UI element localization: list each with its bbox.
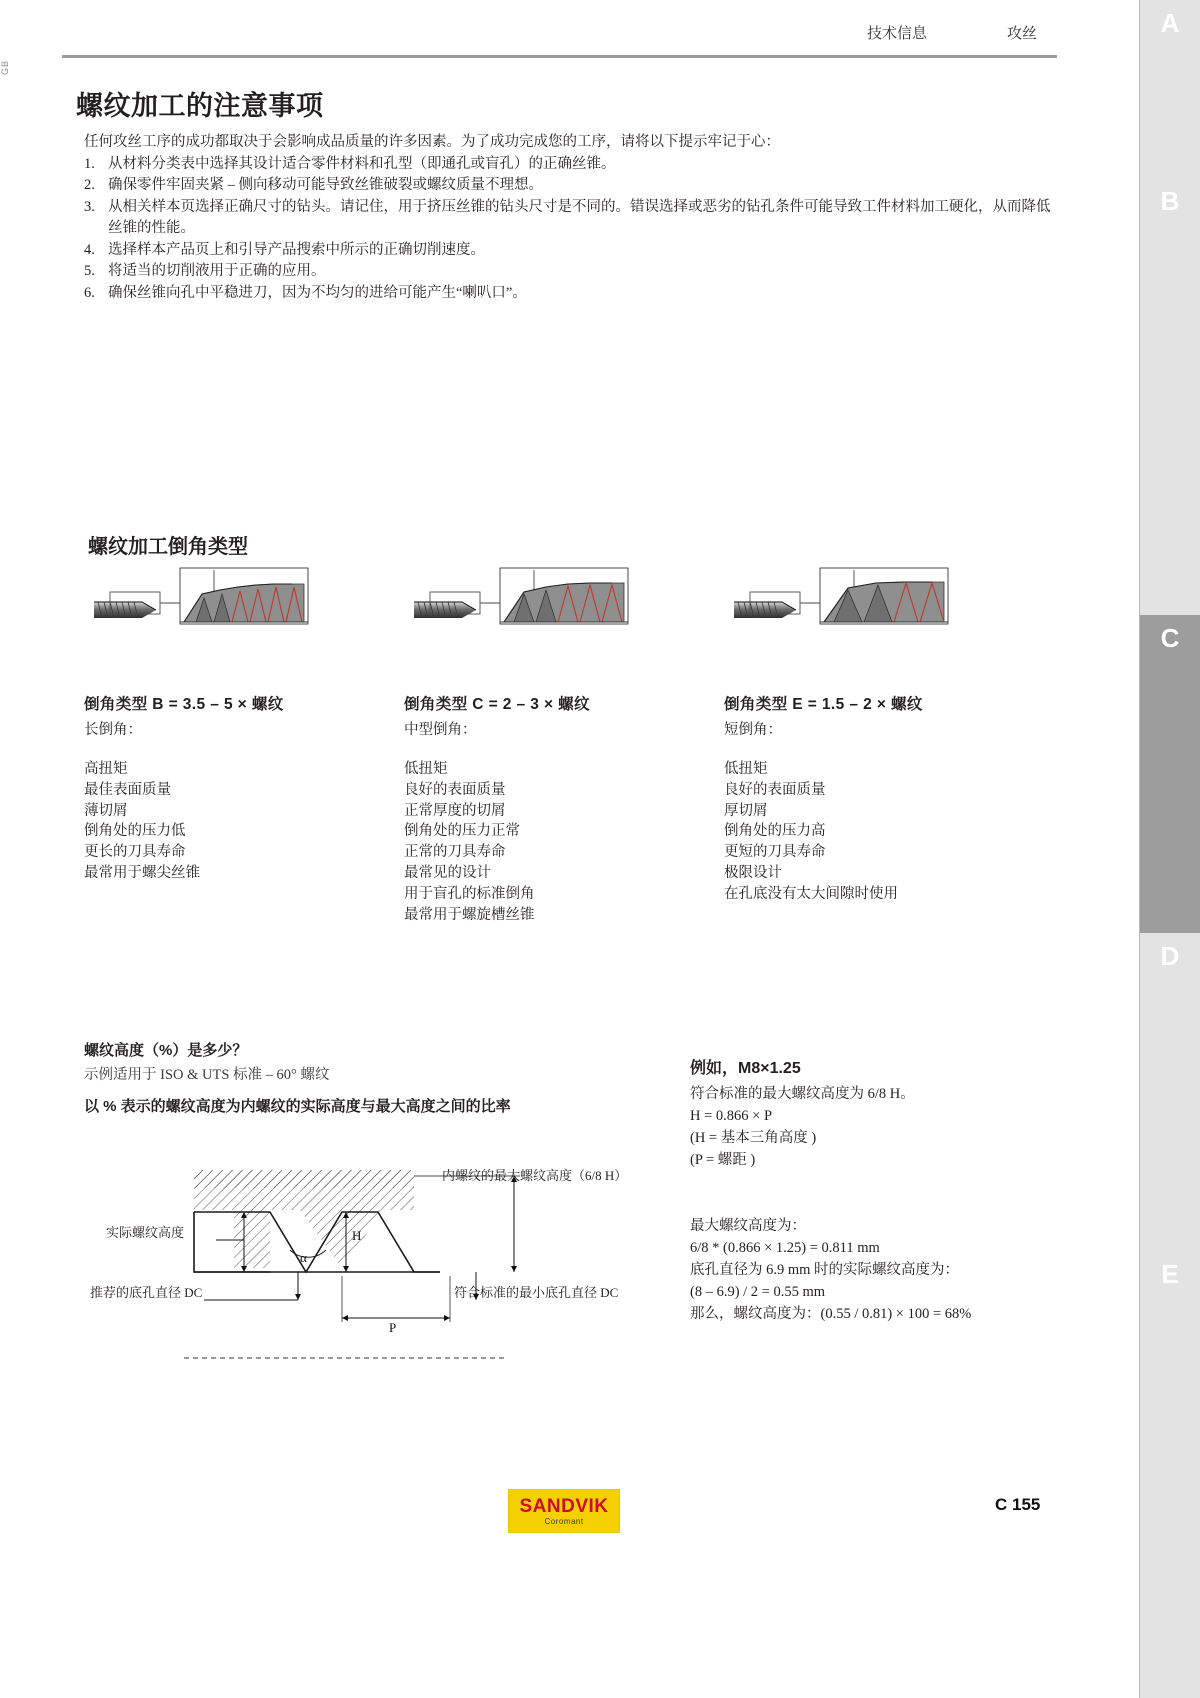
example-calc-line-4: 那么，螺纹高度为：(0.55 / 0.81) × 100 = 68% [690, 1306, 972, 1322]
index-tab-e[interactable] [1140, 1251, 1200, 1698]
p-dimension-label: P [389, 1320, 397, 1335]
example-calc-heading: 最大螺纹高度为： [690, 1218, 806, 1234]
page-number: C 155 [995, 1495, 1041, 1514]
header-topic: 攻丝 [1007, 26, 1038, 42]
chamfer-column-b [84, 560, 394, 884]
chamfer-bullets-b [84, 759, 394, 884]
header-section: 技术信息 [867, 26, 928, 42]
brand-name: SANDVIK [519, 1495, 609, 1517]
example-calc-line-3: (8 – 6.9) / 2 = 0.55 mm [690, 1284, 826, 1300]
chamfer-caption-b: 倒角类型 B = 3.5 – 5 × 螺纹 [84, 696, 284, 713]
chamfer-bullets-e [724, 759, 1034, 905]
chamfer-subtitle-b: 长倒角： [84, 722, 142, 738]
index-tab-label: C [1160, 623, 1180, 653]
chamfer-diagram-e-svg [724, 560, 1024, 670]
intro-item-text: 选择样本产品页上和引导产品搜索中所示的正确切削速度。 [108, 241, 485, 258]
thread-height-note: 示例适用于 ISO & UTS 标准 – 60° 螺纹 [84, 1067, 330, 1083]
page-header [62, 22, 1062, 56]
chamfer-bullet: 正常厚度的切屑 [404, 802, 506, 819]
thread-height-heading: 螺纹高度（%）是多少？ [84, 1042, 248, 1059]
example-heading: 例如，M8×1.25 [690, 1060, 801, 1077]
intro-item [84, 240, 1054, 262]
chamfer-figure-e [724, 560, 1034, 670]
index-tab-b[interactable] [1140, 178, 1200, 615]
intro-item-text: 确保丝锥向孔中平稳进刀，因为不均匀的进给可能产生“喇叭口”。 [108, 284, 527, 301]
chamfer-bullet: 良好的表面质量 [404, 781, 506, 798]
chamfer-bullet: 低扭矩 [724, 761, 768, 777]
chamfer-figure-b [84, 560, 394, 670]
rail-divider [1139, 0, 1140, 1698]
page-title: 螺纹加工的注意事项 [76, 91, 324, 122]
chamfer-figure-c [404, 560, 714, 670]
chamfer-diagram-c-svg [404, 560, 704, 670]
intro-lead: 任何攻丝工序的成功都取决于会影响成品质量的许多因素。为了成功完成您的工序，请将以下提示牢记于心： [84, 134, 780, 150]
intro-item-num: 4. [84, 241, 95, 258]
label-min-dc: 符合标准的最小底孔直径 DC [454, 1285, 619, 1300]
intro-item [84, 197, 1054, 240]
chamfer-bullet: 厚切屑 [724, 802, 768, 819]
chamfer-section-heading: 螺纹加工倒角类型 [88, 535, 248, 558]
thread-profile-diagram [84, 1150, 664, 1380]
chamfer-bullet: 倒角处的压力高 [724, 823, 826, 840]
example-line-1: 符合标准的最大螺纹高度为 6/8 H。 [690, 1086, 915, 1102]
chamfer-bullet: 良好的表面质量 [724, 781, 826, 798]
intro-item [84, 283, 1054, 305]
chamfer-bullet: 用于盲孔的标准倒角 [404, 885, 535, 902]
index-tab-label: D [1160, 941, 1180, 971]
edition-code: GB [0, 60, 10, 76]
chamfer-bullet: 倒角处的压力正常 [404, 823, 520, 840]
chamfer-bullet: 最常用于螺旋槽丝锥 [404, 906, 535, 923]
label-recommended-dc: 推荐的底孔直径 DC [90, 1285, 203, 1300]
angle-alpha-label: α [300, 1250, 307, 1265]
chamfer-bullet: 更长的刀具寿命 [84, 844, 186, 861]
brand-subname: Coromant [544, 1516, 584, 1526]
index-rail [1108, 0, 1200, 1698]
intro-item-text: 从材料分类表中选择其设计适合零件材料和孔型（即通孔或盲孔）的正确丝锥。 [108, 155, 616, 172]
intro-item-text: 从相关样本页选择正确尺寸的钻头。请记住，用于挤压丝锥的钻头尺寸是不同的。错误选择或恶劣的钻孔条件可能导致工件材料加工硬化，从而降低丝锥的性能。 [108, 198, 1051, 236]
chamfer-subtitle-e: 短倒角： [724, 722, 782, 738]
chamfer-diagram-b-svg [84, 560, 384, 670]
intro-block [84, 132, 1054, 304]
index-tab-label: B [1160, 186, 1180, 216]
sandvik-coromant-logo [508, 1489, 620, 1533]
thread-height-definition: 以 % 表示的螺纹高度为内螺纹的实际高度与最大高度之间的比率 [84, 1098, 511, 1115]
index-tab-a[interactable] [1140, 0, 1200, 178]
intro-item-num: 5. [84, 263, 95, 279]
chamfer-bullet: 最佳表面质量 [84, 781, 171, 798]
chamfer-bullets-c [404, 759, 714, 925]
label-actual-thread-height: 实际螺纹高度 [106, 1225, 185, 1240]
example-line-4: (P = 螺距 ) [690, 1152, 756, 1168]
chamfer-column-e [724, 560, 1034, 905]
chamfer-bullet: 正常的刀具寿命 [404, 844, 506, 861]
intro-item [84, 154, 1054, 176]
intro-item-num: 3. [84, 198, 95, 215]
chamfer-bullet: 高扭矩 [84, 761, 128, 777]
chamfer-bullet: 薄切屑 [84, 802, 128, 819]
chamfer-bullet: 倒角处的压力低 [84, 823, 186, 840]
intro-item [84, 261, 1054, 283]
example-calc-line-1: 6/8 * (0.866 × 1.25) = 0.811 mm [690, 1240, 880, 1256]
intro-item-text: 确保零件牢固夹紧 – 侧向移动可能导致丝锥破裂或螺纹质量不理想。 [108, 177, 543, 193]
chamfer-bullet: 在孔底没有太大间隙时使用 [724, 885, 898, 902]
intro-item-num: 2. [84, 177, 95, 193]
intro-item-text: 将适当的切削液用于正确的应用。 [108, 263, 326, 279]
index-tab-c[interactable] [1140, 615, 1200, 933]
chamfer-bullet: 极限设计 [724, 864, 782, 881]
chamfer-caption-e: 倒角类型 E = 1.5 – 2 × 螺纹 [724, 696, 923, 713]
chamfer-bullet: 低扭矩 [404, 761, 448, 777]
index-tab-label: E [1161, 1259, 1179, 1289]
header-rule [62, 55, 1057, 58]
example-line-2: H = 0.866 × P [690, 1108, 773, 1124]
index-tab-d[interactable] [1140, 933, 1200, 1251]
chamfer-bullet: 最常用于螺尖丝锥 [84, 864, 200, 881]
index-tab-label: A [1160, 8, 1180, 38]
intro-item-num: 1. [84, 155, 95, 172]
chamfer-caption-c: 倒角类型 C = 2 – 3 × 螺纹 [404, 696, 590, 713]
example-line-3: (H = 基本三角高度 ) [690, 1130, 817, 1146]
intro-item-num: 6. [84, 284, 95, 301]
label-max-thread-height: 内螺纹的最大螺纹高度（6/8 H） [442, 1168, 628, 1183]
chamfer-column-c [404, 560, 714, 925]
example-calc-line-2: 底孔直径为 6.9 mm 时的实际螺纹高度为： [690, 1262, 960, 1278]
intro-item [84, 175, 1054, 197]
h-dimension-label: H [352, 1228, 362, 1243]
chamfer-bullet: 更短的刀具寿命 [724, 844, 826, 861]
chamfer-bullet: 最常见的设计 [404, 864, 491, 881]
chamfer-subtitle-c: 中型倒角： [404, 722, 477, 738]
